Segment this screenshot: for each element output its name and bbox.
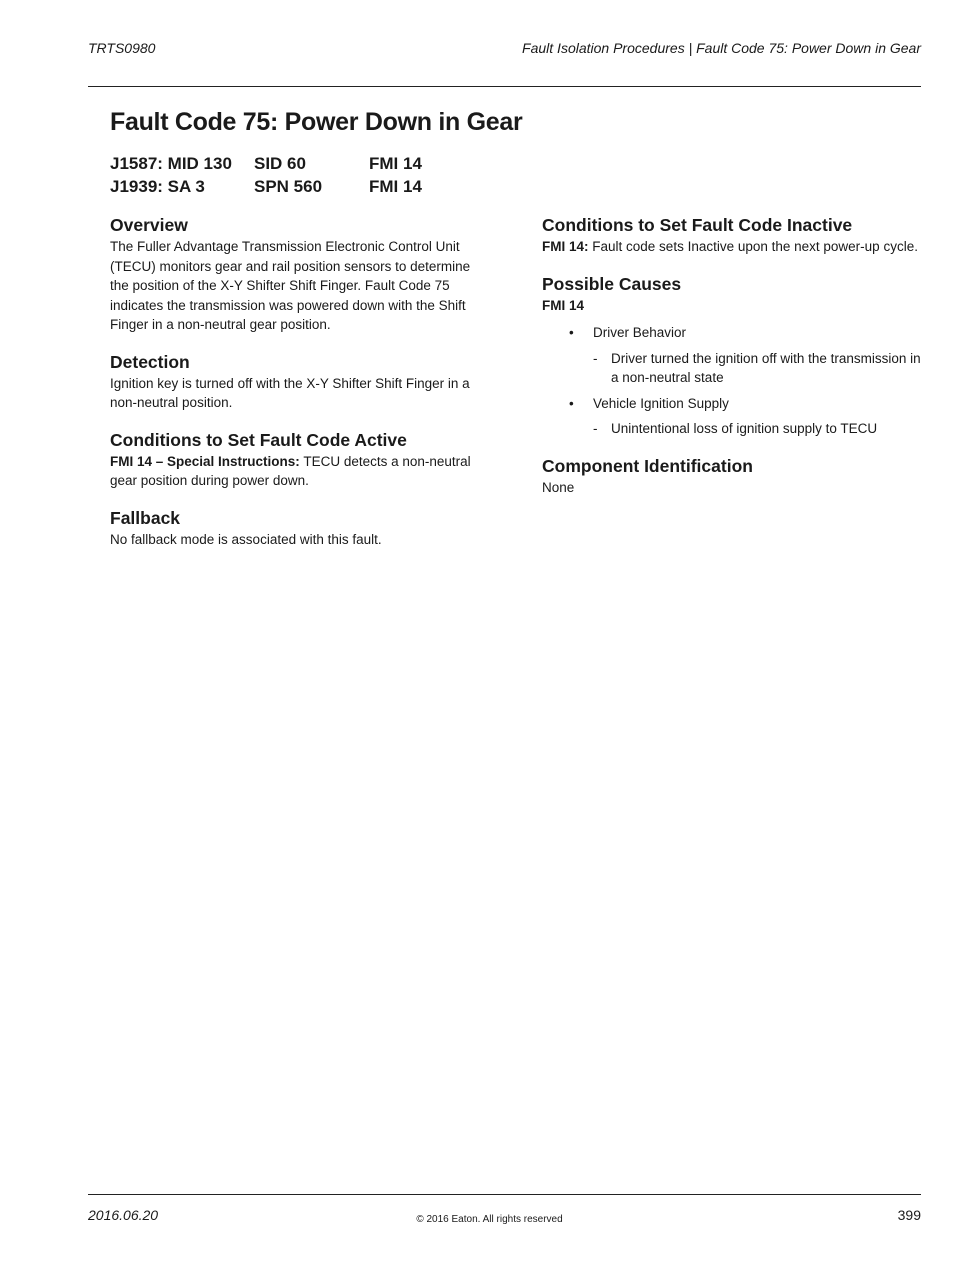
running-header: Fault Isolation Procedures | Fault Code 75: Power Down in Gear — [522, 40, 921, 56]
left-column — [110, 214, 490, 565]
possible-causes-subheading: FMI 14 — [542, 297, 585, 313]
overview-heading: Overview — [110, 215, 188, 235]
code-fmi: FMI 14 — [369, 154, 422, 173]
inactive-conditions-text — [542, 237, 922, 257]
possible-causes-section — [542, 273, 922, 439]
footer-rule — [88, 1194, 921, 1195]
component-identification-text: None — [542, 479, 575, 495]
right-column — [542, 214, 922, 513]
possible-causes-heading: Possible Causes — [542, 273, 682, 294]
inactive-conditions-section — [542, 214, 922, 257]
fallback-text: No fallback mode is associated with this fault. — [110, 531, 382, 547]
detection-heading: Detection — [110, 351, 190, 372]
list-item — [542, 323, 922, 388]
code-identifier: SPN 560 — [254, 177, 323, 196]
cause-detail: - Driver turned the ignition off with the transmission in a non-neutral state — [593, 349, 922, 388]
document-id: TRTS0980 — [88, 40, 156, 56]
active-conditions-body: TECU detects a non-neutral gear position during power down. — [110, 453, 471, 488]
fallback-heading: Fallback — [110, 507, 181, 528]
cause-detail: - Unintentional loss of ignition supply to TECU — [593, 419, 922, 439]
code-fmi: FMI 14 — [369, 177, 422, 196]
page-number: 399 — [897, 1207, 921, 1223]
list-item — [542, 394, 922, 439]
component-identification-heading: Component Identification — [542, 455, 753, 476]
overview-section — [110, 214, 490, 335]
active-conditions-section — [110, 429, 490, 491]
inactive-conditions-heading: Conditions to Set Fault Code Inactive — [542, 215, 853, 235]
header-rule — [88, 86, 921, 87]
cause-detail-list — [593, 419, 922, 439]
active-conditions-heading: Conditions to Set Fault Code Active — [110, 429, 407, 450]
cause-label: Driver Behavior — [593, 325, 687, 340]
active-conditions-text — [110, 452, 490, 491]
active-conditions-label: FMI 14 – Special Instructions: — [110, 453, 300, 469]
overview-text: The Fuller Advantage Transmission Electronic Control Unit (TECU) monitors gear and rail position sensors to determine the position of the X-Y Shifter Shift Finger. Fault Code 75 indicates the transmission was powered down with the Shift Finger in a non-neutral gear position. — [110, 239, 471, 332]
page-title: Fault Code 75: Power Down in Gear — [110, 108, 523, 136]
component-identification-section — [542, 455, 922, 498]
detection-text: Ignition key is turned off with the X-Y Shifter Shift Finger in a non-neutral position. — [110, 375, 470, 410]
inactive-conditions-body: Fault code sets Inactive upon the next power-up cycle. — [588, 239, 918, 254]
causes-list — [542, 323, 922, 439]
code-identifier: SID 60 — [254, 154, 306, 173]
footer-date: 2016.06.20 — [88, 1207, 159, 1223]
inactive-conditions-label: FMI 14: — [542, 239, 589, 254]
fallback-section — [110, 507, 490, 550]
footer-copyright: © 2016 Eaton. All rights reserved — [416, 1214, 563, 1225]
cause-label: Vehicle Ignition Supply — [593, 395, 729, 411]
detection-section — [110, 351, 490, 413]
code-standard: J1587: MID 130 — [110, 154, 232, 173]
code-standard: J1939: SA 3 — [110, 177, 205, 196]
cause-detail-list — [593, 349, 922, 388]
